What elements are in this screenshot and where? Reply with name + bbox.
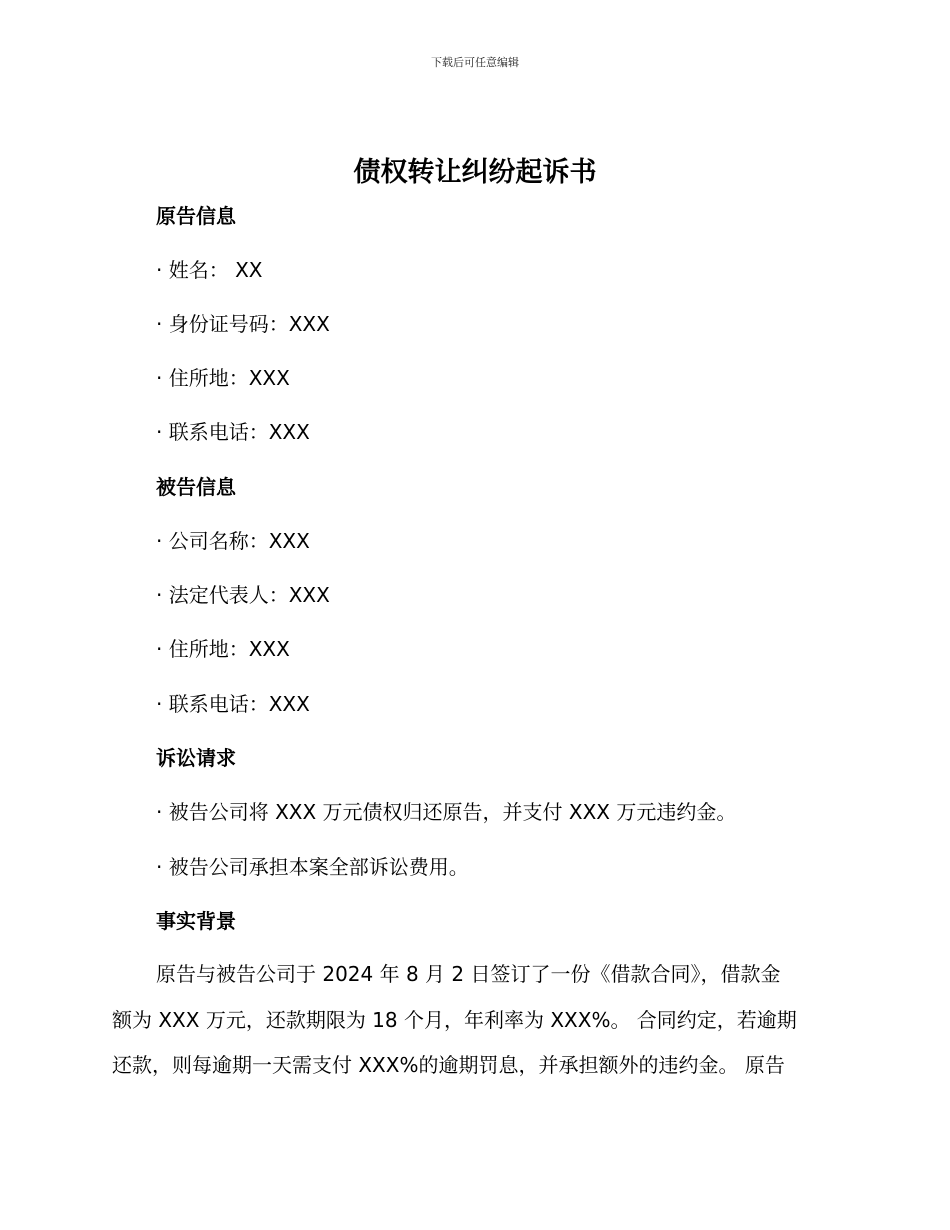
claim-item: · 被告公司承担本案全部诉讼费用。 (156, 855, 469, 879)
plaintiff-heading: 原告信息 (156, 204, 236, 228)
claims-heading: 诉讼请求 (156, 746, 236, 770)
defendant-address: · 住所地：XXX (156, 637, 290, 661)
document-title: 债权转让纠纷起诉书 (353, 157, 597, 188)
facts-heading: 事实背景 (156, 909, 236, 933)
header-note: 下载后可任意编辑 (431, 56, 519, 69)
claim-item: · 被告公司将 XXX 万元债权归还原告，并支付 XXX 万元违约金。 (156, 800, 737, 824)
plaintiff-name: · 姓名： XX (156, 258, 263, 282)
plaintiff-address: · 住所地：XXX (156, 366, 290, 390)
defendant-phone: · 联系电话：XXX (156, 692, 310, 716)
facts-paragraph-line: 还款，则每逾期一天需支付 XXX%的逾期罚息，并承担额外的违约金。 原告 (112, 1053, 785, 1077)
facts-paragraph-line: 原告与被告公司于 2024 年 8 月 2 日签订了一份《借款合同》，借款金 (156, 962, 781, 986)
plaintiff-phone: · 联系电话：XXX (156, 420, 310, 444)
defendant-company-name: · 公司名称：XXX (156, 529, 310, 553)
defendant-heading: 被告信息 (156, 475, 236, 499)
plaintiff-id-number: · 身份证号码：XXX (156, 312, 330, 336)
facts-paragraph-line: 额为 XXX 万元，还款期限为 18 个月，年利率为 XXX%。 合同约定，若逾期 (112, 1008, 797, 1032)
defendant-legal-rep: · 法定代表人：XXX (156, 583, 330, 607)
